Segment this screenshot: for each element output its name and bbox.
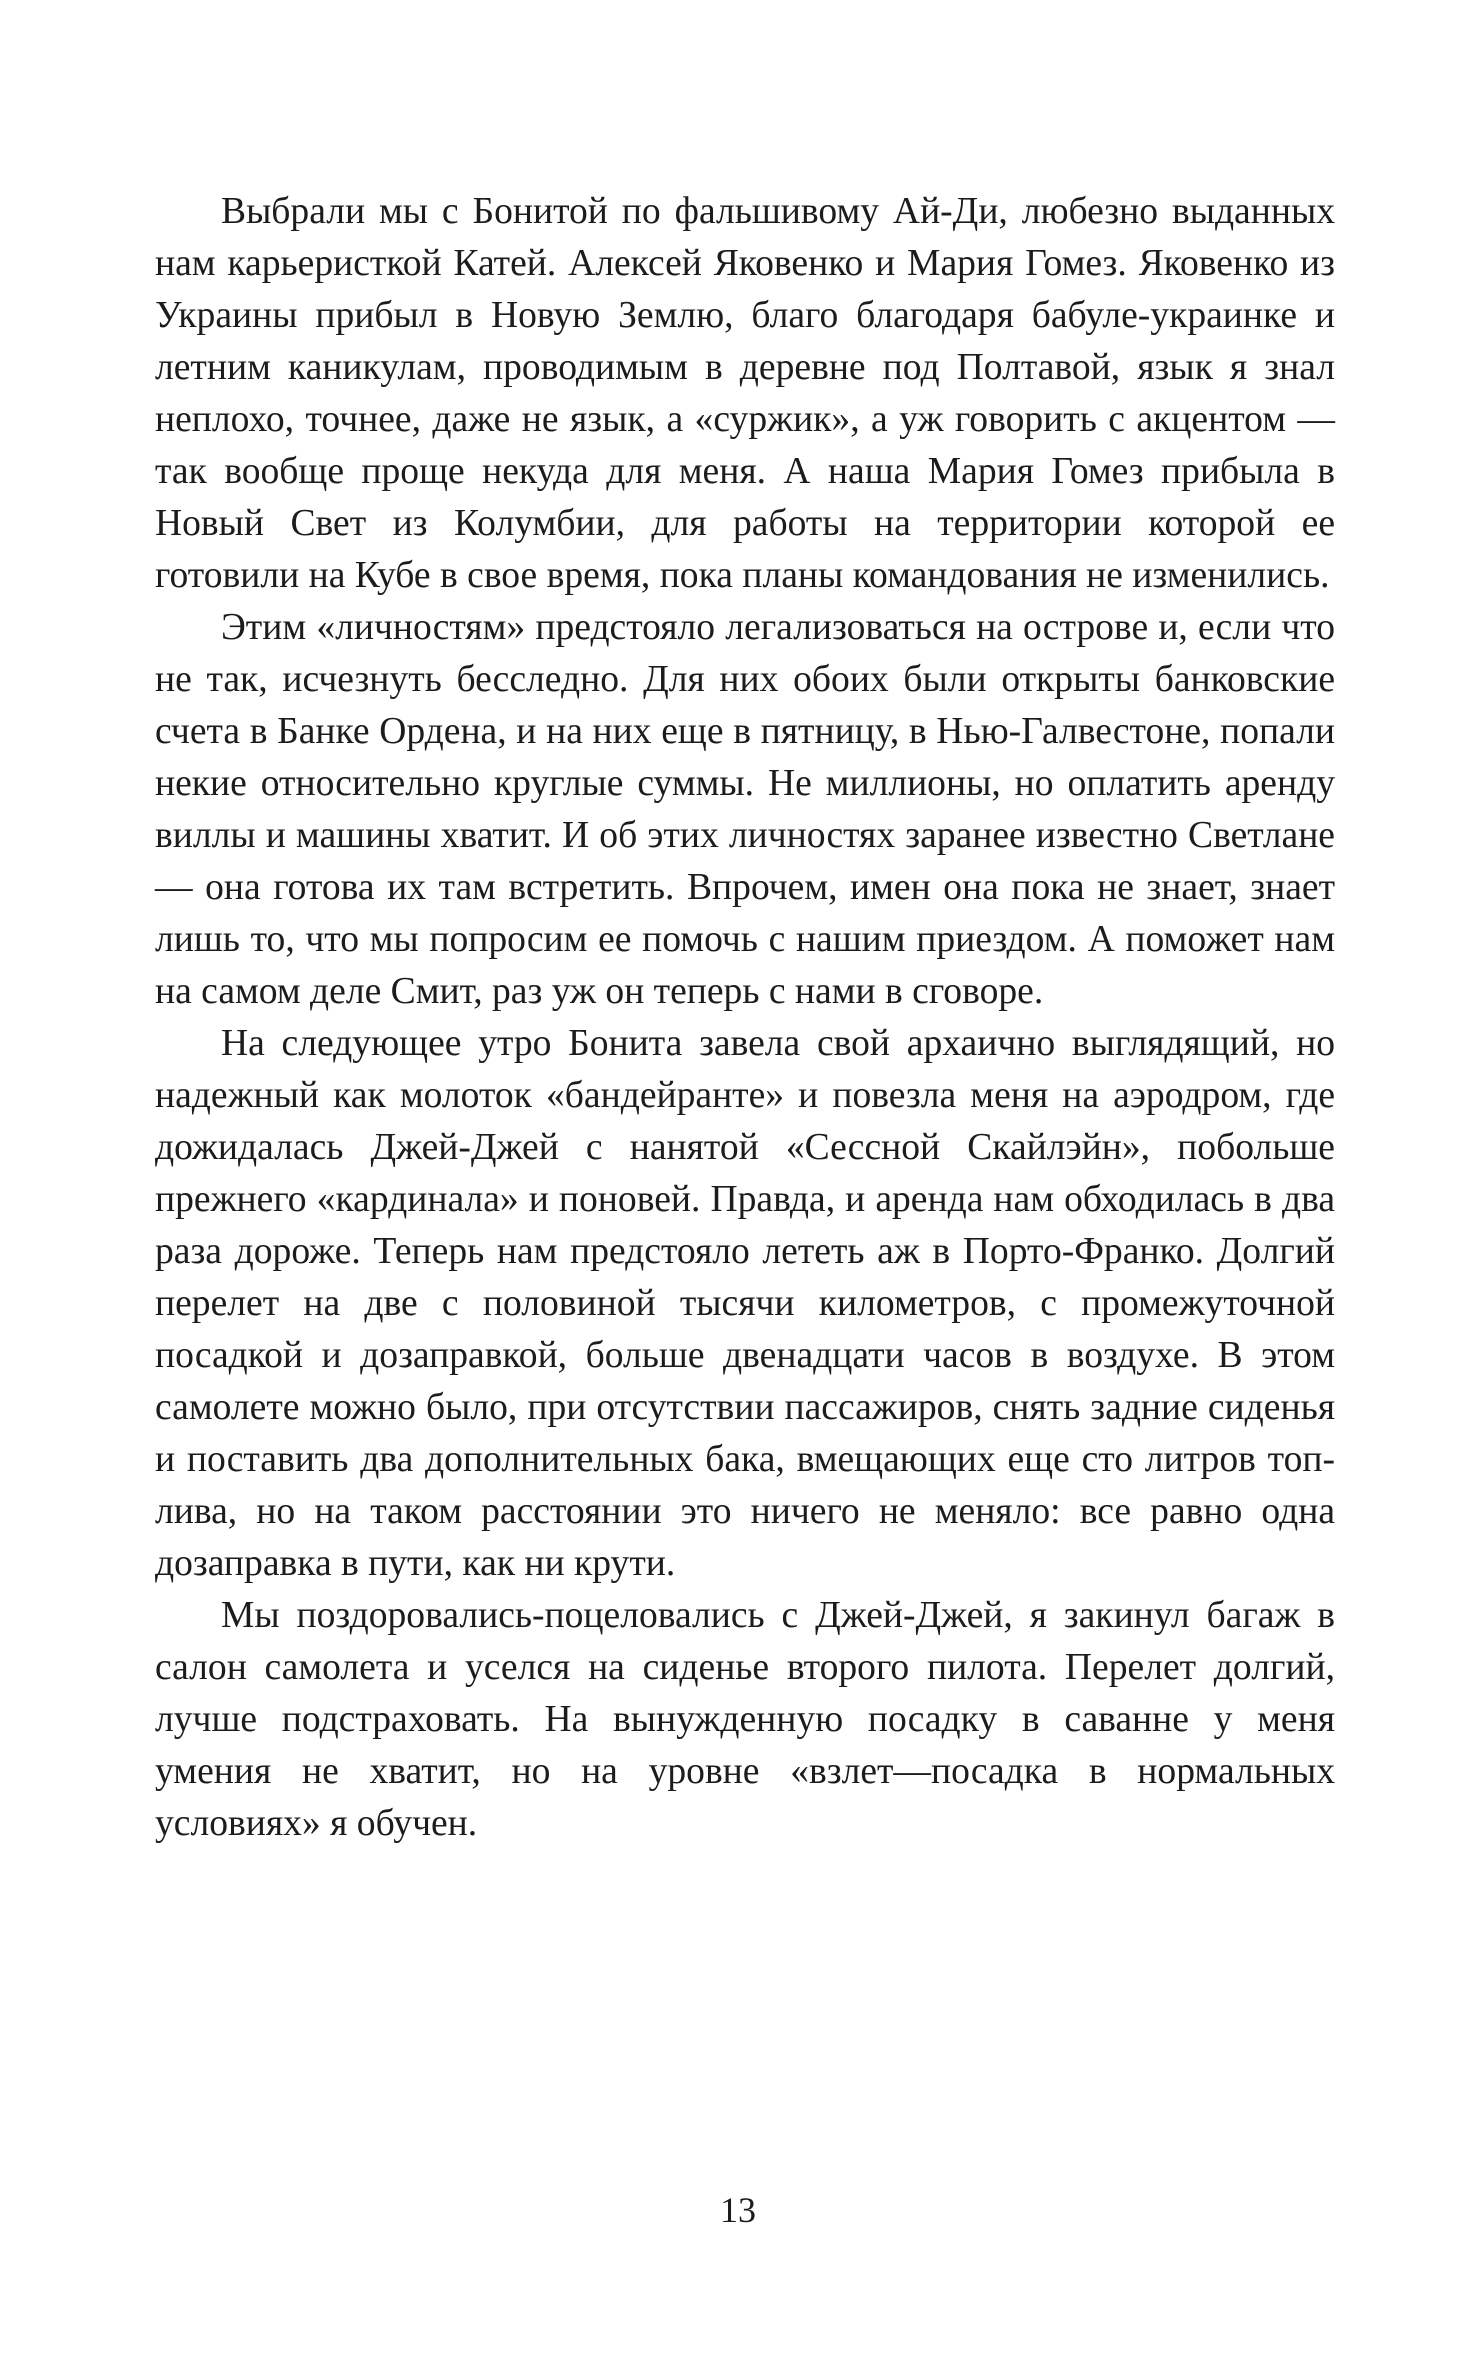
paragraph-2: Этим «личностям» предстояло легализоваться на острове и, если что не так, исчезнуть бесследно. Для них обоих были открыты банковские счета в Банке Ордена, и на них еще в пятницу, в Нью-Галвестоне, попали некие относительно круглые суммы. Не миллионы, но оплатить аренду виллы и машины хватит. И об этих личностях заранее известно Светлане — она готова их там встретить. Впрочем, имен она пока не знает, знает лишь то, что мы попросим ее помочь с нашим приездом. А поможет нам на самом деле Смит, раз уж он теперь с нами в сговоре. [155, 607, 1335, 1012]
paragraph-3: На следующее утро Бонита завела свой архаично выглядящий, но надежный как молоток «бандейранте» и повезла меня на аэродром, где дожидалась Джей-Джей с нанятой «Сессной Скайлэйн», побольше прежнего «кардинала» и поновей. Правда, и аренда нам обходилась в два раза дороже. Теперь нам предстояло лететь аж в Порто-Франко. Долгий перелет на две с половиной тысячи километров, с промежуточной посадкой и дозаправкой, больше двенадцати часов в воздухе. В этом самолете можно было, при отсутствии пассажиров, снять задние сиденья и поставить два дополнительных бака, вмещающих еще сто литров топлива, но на таком расстоянии это ничего не меняло: все равно одна дозаправка в пути, как ни крути. [155, 1023, 1335, 1584]
paragraph-1: Выбрали мы с Бонитой по фальшивому Ай-Ди, любезно выданных нам карьеристкой Катей. Алексей Яковенко и Мария Гомез. Яковенко из Украины прибыл в Новую Землю, благо благодаря бабуле-украинке и летним каникулам, проводимым в деревне под Полтавой, язык я знал неплохо, точнее, даже не язык, а «суржик», а уж говорить с акцентом — так вообще проще некуда для меня. А наша Мария Гомез прибыла в Новый Свет из Колумбии, для работы на территории которой ее готовили на Кубе в свое время, пока планы командования не изменились. [155, 191, 1335, 596]
paragraph-4: Мы поздоровались-поцеловались с Джей-Джей, я закинул багаж в салон самолета и уселся на сиденье второго пилота. Перелет долгий, лучше подстраховать. На вынужденную посадку в саванне у меня умения не хватит, но на уровне «взлет—посадка в нормальных условиях» я обучен. [155, 1595, 1335, 1844]
page-number: 13 [720, 2190, 756, 2230]
body-text [155, 186, 1335, 1850]
